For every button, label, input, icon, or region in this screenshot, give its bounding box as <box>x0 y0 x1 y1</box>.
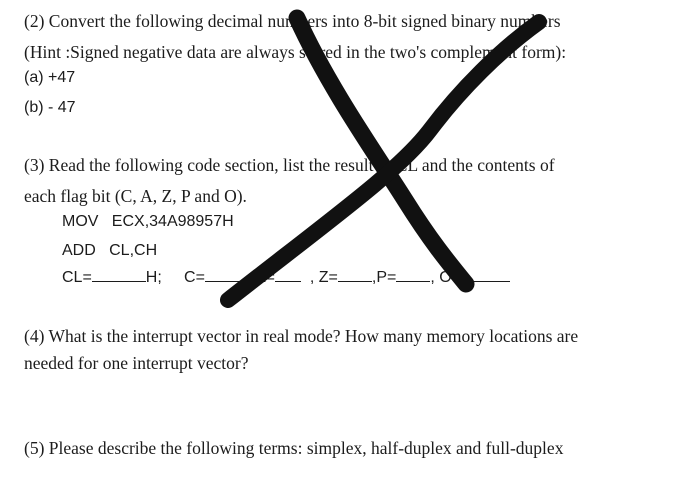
c-blank <box>205 280 247 282</box>
q4-line-2: needed for one interrupt vector? <box>24 353 249 373</box>
q2-item-b: (b) - 47 <box>24 99 76 116</box>
q5-line-1: (5) Please describe the following terms: simplex, half-duplex and full-duplex <box>24 438 564 458</box>
q4-line-1: (4) What is the interrupt vector in real mode? How many memory locations are <box>24 326 579 346</box>
answer-line <box>62 270 510 286</box>
q3-line-2: each flag bit (C, A, Z, P and O). <box>24 186 247 206</box>
code-line-mov <box>62 214 234 230</box>
p-label: ,P= <box>371 269 397 286</box>
o-label: , O= <box>430 269 462 286</box>
o-blank <box>470 280 510 282</box>
code-line-add <box>62 243 157 259</box>
code-operands: ECX,34A98957H <box>111 213 234 230</box>
a-label: , A= <box>246 269 275 286</box>
q2-title: (2) Convert the following decimal numbers into 8-bit signed binary numbers <box>24 11 561 31</box>
z-label: , Z= <box>309 269 338 286</box>
code-opcode: MOV <box>62 213 99 230</box>
cl-label: CL= <box>62 269 92 286</box>
q2-hint: (Hint :Signed negative data are always stored in the two's complement form): <box>24 42 567 62</box>
code-operands: CL,CH <box>109 242 158 259</box>
code-opcode: ADD <box>62 242 96 259</box>
cl-blank <box>92 280 146 282</box>
a-blank <box>275 280 301 282</box>
h-suffix: H; <box>145 269 162 286</box>
q2-item-a: (a) +47 <box>24 69 76 86</box>
p-blank <box>396 280 430 282</box>
q3-line-1: (3) Read the following code section, list the result in CL and the contents of <box>24 155 555 175</box>
c-label: C= <box>184 269 205 286</box>
z-blank <box>338 280 372 282</box>
